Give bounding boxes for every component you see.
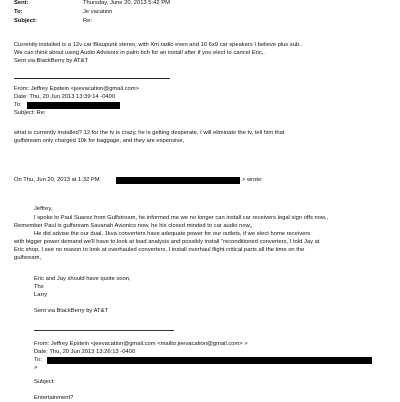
redaction-bar [47,357,372,364]
quote2-body-line: with bigger power demand we'll have to look at load analysis and possibly install "reconditioned converters, I told Jay at [14,239,320,245]
quote1-date: Date: Thu, 20 Jun 2013 13:39:14 -0400 [14,94,116,100]
redaction-bar [27,102,120,109]
quote3-date: Date: Thu, 20 Jun 2013 13:26:13 -0400 [34,349,136,355]
separator-rule [34,330,174,331]
quote2-body-line: Eric shop, I see no reason to look at overhauled converters, I install overhaul flight critical parts all the time on the [14,247,305,253]
quote2-on-suffix: > wrote: [242,177,263,183]
quote1-subject: Subject: Re: [14,110,46,116]
quote3-subject: Subject: [34,379,55,385]
quote3-cont: > [34,365,38,371]
quote2-body-line: gulfsream, [14,255,42,261]
subject-label: Subject: [14,18,37,24]
quote1-body-line: gulfstream only charged 10k for baggage, and they are expensive, [14,138,185,144]
redaction-bar [116,177,240,184]
quote2-closing-line: Eric and Jay should have quote soon, [34,276,131,282]
quote1-from: From: Jeffrey Epstein <jeevacation@gmail.com> [14,86,139,92]
quote2-greeting: Jeffrey, [34,206,53,212]
to-label: To: [14,9,23,15]
sent-value: Thursday, June 20, 2013 5:42 PM [83,0,170,6]
reply-line: We can think about using Audio Advisors in palm bch for an install after if you elect to cancel Eric,. [14,50,265,56]
quote2-body-line: I spoke to Paul Suarez from Gulfstream, he informed me we no longer can install car receivers legal sign offs now,, [34,215,329,221]
quote1-body-line: what is currently installed? 12 for the tv is crazy, he is getting desperate, I will eliminate the tv, tell him that [14,130,285,136]
separator-rule [14,78,170,79]
quote3-from: From: Jeffrey Epstein <jeevacation@gmail.com <mailto:jeevacation@gmail.com> > [34,341,248,347]
quote2-closing-line: Thx [34,284,44,290]
quote2-on-prefix: On Thu, Jun 20, 2013 at 1:32 PM [14,177,100,183]
sent-label: Sent: [14,0,29,6]
quote3-body: Entertainment? [34,395,74,401]
quote2-signature: Sent via BlackBerry by AT&T [34,308,108,314]
quote3-to: To: [34,357,42,363]
to-value: Je vacation [83,9,113,15]
quote2-closing-line: Larry [34,292,48,298]
quote2-body-line: He did advise the our dual, 1kva converters have adequate power for our outlets, if we elect home receivers [34,231,311,237]
reply-line: Currently installed is a 12v car Blaupunk stereo, with Xm radio even and 10 6x9 car speakers I believe plus sub.. [14,42,303,48]
quote1-to: To: [14,102,22,108]
reply-signature: Sent via BlackBerry by AT&T [14,58,88,64]
subject-value: Re: [83,18,93,24]
quote2-body-line: Remember Paul is gulfsream Savanah Avionics now, he his closed minded to car audio now,, [14,223,253,229]
